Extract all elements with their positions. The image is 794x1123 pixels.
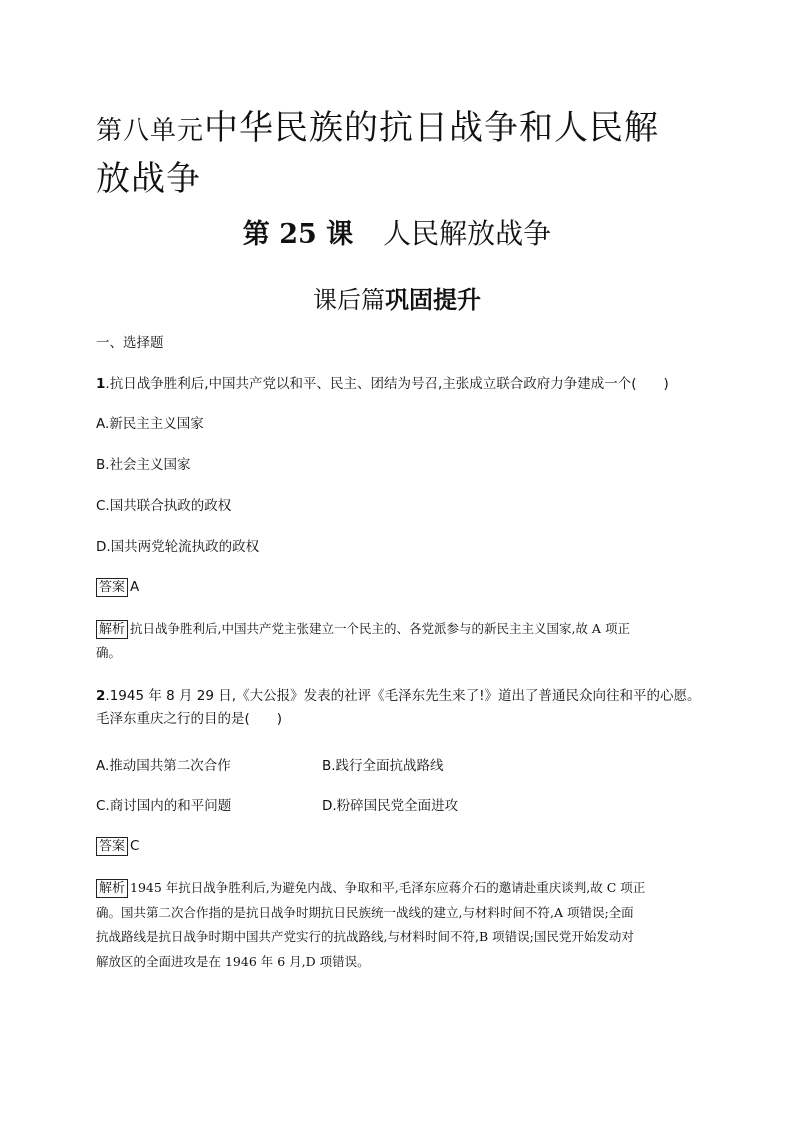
question-1-explanation <box>96 617 696 665</box>
question-2-option-a: A.推动国共第二次合作 <box>96 758 231 774</box>
section-title-plain: 课后篇 <box>313 286 385 314</box>
question-2-explanation <box>96 876 696 974</box>
question-2-explanation-line4: 解放区的全面进攻是在 1946 年 6 月,D 项错误。 <box>96 953 370 969</box>
question-2-explanation-line2: 确。国共第二次合作指的是抗日战争时期抗日民族统一战线的建立,与材料时间不符,A 项错误;全面 <box>96 904 634 920</box>
answer-tag: 答案 <box>96 837 128 856</box>
question-2-answer <box>96 836 139 856</box>
question-2-explanation-line1: 1945 年抗日战争胜利后,为避免内战、争取和平,毛泽东应蒋介石的邀请赴重庆谈判,故 C 项正 <box>130 880 646 895</box>
question-2-explanation-line3: 抗战路线是抗日战争时期中国共产党实行的抗战路线,与材料时间不符,B 项错误;国民党开始发动对 <box>96 929 634 944</box>
question-1-explanation-line2: 确。 <box>96 645 122 660</box>
question-1-text: .抗日战争胜利后,中国共产党以和平、民主、团结为号召,主张成立联合政府力争建成一个( ) <box>105 376 669 392</box>
question-2-text-line2: 毛泽东重庆之行的目的是( ) <box>96 711 283 727</box>
question-2-option-b: B.践行全面抗战路线 <box>322 758 444 774</box>
question-2-stem <box>96 685 700 731</box>
question-1-answer-value: A <box>130 579 140 595</box>
question-2-number: 2 <box>96 688 106 704</box>
unit-title <box>96 104 716 203</box>
unit-name-line2: 放战争 <box>96 159 201 199</box>
question-2-answer-value: C <box>130 838 140 854</box>
explain-tag: 解析 <box>96 620 128 639</box>
question-1-answer <box>96 577 139 597</box>
unit-prefix: 第八单元 <box>96 116 205 146</box>
question-1-number: 1 <box>96 376 106 392</box>
question-1-stem <box>96 374 669 394</box>
question-2-option-c: C.商讨国内的和平问题 <box>96 798 232 814</box>
question-1-explanation-line1: 抗日战争胜利后,中国共产党主张建立一个民主的、各党派参与的新民主主义国家,故 A 项正 <box>130 621 630 636</box>
section-title-bold: 巩固提升 <box>385 286 481 314</box>
explain-tag: 解析 <box>96 879 128 898</box>
question-2-option-d: D.粉碎国民党全面进攻 <box>322 798 459 814</box>
question-1-option-d: D.国共两党轮流执政的政权 <box>96 539 260 555</box>
question-1-option-a: A.新民主主义国家 <box>96 416 204 432</box>
question-2-text-line1: .1945 年 8 月 29 日,《大公报》发表的社评《毛泽东先生来了!》道出了普通民众向往和平的心愿。 <box>105 688 701 704</box>
section-title <box>0 280 794 315</box>
answer-tag: 答案 <box>96 578 128 597</box>
lesson-title <box>0 212 794 252</box>
lesson-topic: 人民解放战争 <box>383 217 552 250</box>
unit-name-line1: 中华民族的抗日战争和人民解 <box>204 108 660 148</box>
question-1-option-c: C.国共联合执政的政权 <box>96 498 232 514</box>
section-heading: 一、选择题 <box>96 335 164 351</box>
question-1-option-b: B.社会主义国家 <box>96 457 191 473</box>
lesson-number: 第 25 课 <box>242 219 354 250</box>
